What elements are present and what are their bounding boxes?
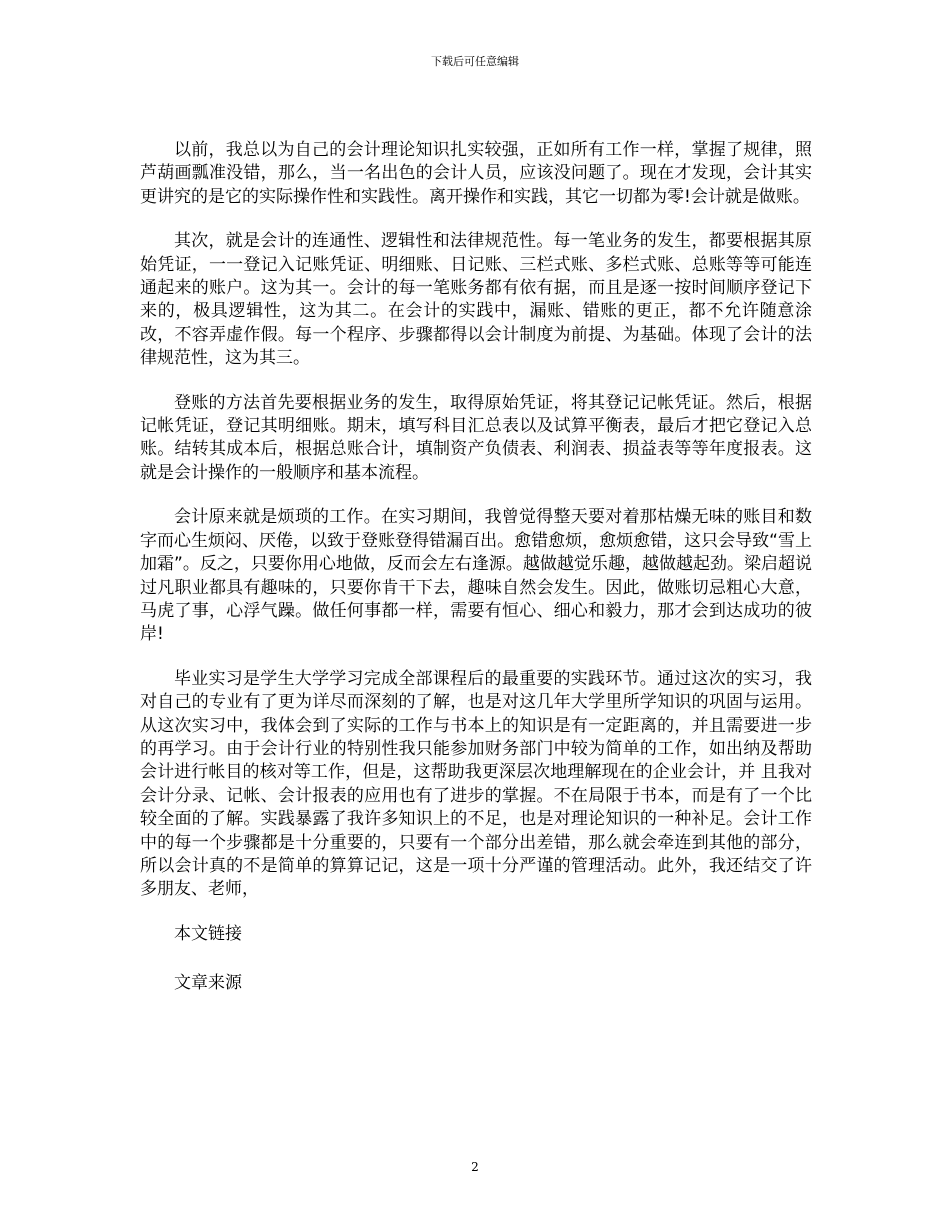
document-body [140,139,812,1022]
article-source[interactable]: 文章来源 [174,973,242,994]
paragraph-5: 毕业实习是学生大学学习完成全部课程后的最重要的实践环节。通过这次的实习，我对自己的专业有了更为详尽而深刻的了解，也是对这几年大学里所学知识的巩固与运用。从这次实习中，我体会到了实际的工作与书本上的知识是有一定距离的，并且需要进一步的再学习。由于会计行业的特别性我只能参加财务部门中较为简单的工作，如出纳及帮助会计进行帐目的核对等工作，但是，这帮助我更深层次地理解现在的企业会计，并 且我对会计分录、记帐、会计报表的应用也有了进步的掌握。不在局限于书本，而是有了一个比较全面的了解。实践暴露了我许多知识上的不足，也是对理论知识的一种补足。会计工作中的每一个步骤都是十分重要的，只要有一个部分出差错，那么就会牵连到其他的部分，所以会计真的不是简单的算算记记，这是一项十分严谨的管理活动。此外，我还结交了许多朋友、老师， [140,668,812,900]
paragraph-3: 登账的方法首先要根据业务的发生，取得原始凭证，将其登记记帐凭证。然后，根据记帐凭证，登记其明细账。期末，填写科目汇总表以及试算平衡表，最后才把它登记入总账。结转其成本后，根据总账合计，填制资产负债表、利润表、损益表等等年度报表。这就是会计操作的一般顺序和基本流程。 [140,392,812,483]
paragraph-1: 以前，我总以为自己的会计理论知识扎实较强，正如所有工作一样，掌握了规律，照芦葫画瓢准没错，那么，当一名出色的会计人员，应该没问题了。现在才发现，会计其实更讲究的是它的实际操作性和实践性。离开操作和实践，其它一切都为零!会计就是做账。 [140,140,812,207]
paragraph-2: 其次，就是会计的连通性、逻辑性和法律规范性。每一笔业务的发生，都要根据其原始凭证，一一登记入记账凭证、明细账、日记账、三栏式账、多栏式账、总账等等可能连通起来的账户。这为其一。会计的每一笔账务都有依有据，而且是逐一按时间顺序登记下来的，极具逻辑性，这为其二。在会计的实践中，漏账、错账的更正，都不允许随意涂改，不容弄虚作假。每一个程序、步骤都得以会计制度为前提、为基础。体现了会计的法律规范性，这为其三。 [140,231,812,369]
article-link[interactable]: 本文链接 [174,923,242,944]
paragraph-4: 会计原来就是烦琐的工作。在实习期间，我曾觉得整天要对着那枯燥无味的账目和数字而心生烦闷、厌倦，以致于登账登得错漏百出。愈错愈烦，愈烦愈错，这只会导致“雪上加霜”。反之，只要你用心地做，反而会左右逢源。越做越觉乐趣，越做越起劲。梁启超说过凡职业都具有趣味的，只要你肯干下去，趣味自然会发生。因此，做账切忌粗心大意，马虎了事，心浮气躁。做任何事都一样，需要有恒心、细心和毅力，那才会到达成功的彼岸! [140,507,812,645]
page-number: 2 [471,1160,479,1174]
page-header: 下载后可任意编辑 [431,55,519,68]
